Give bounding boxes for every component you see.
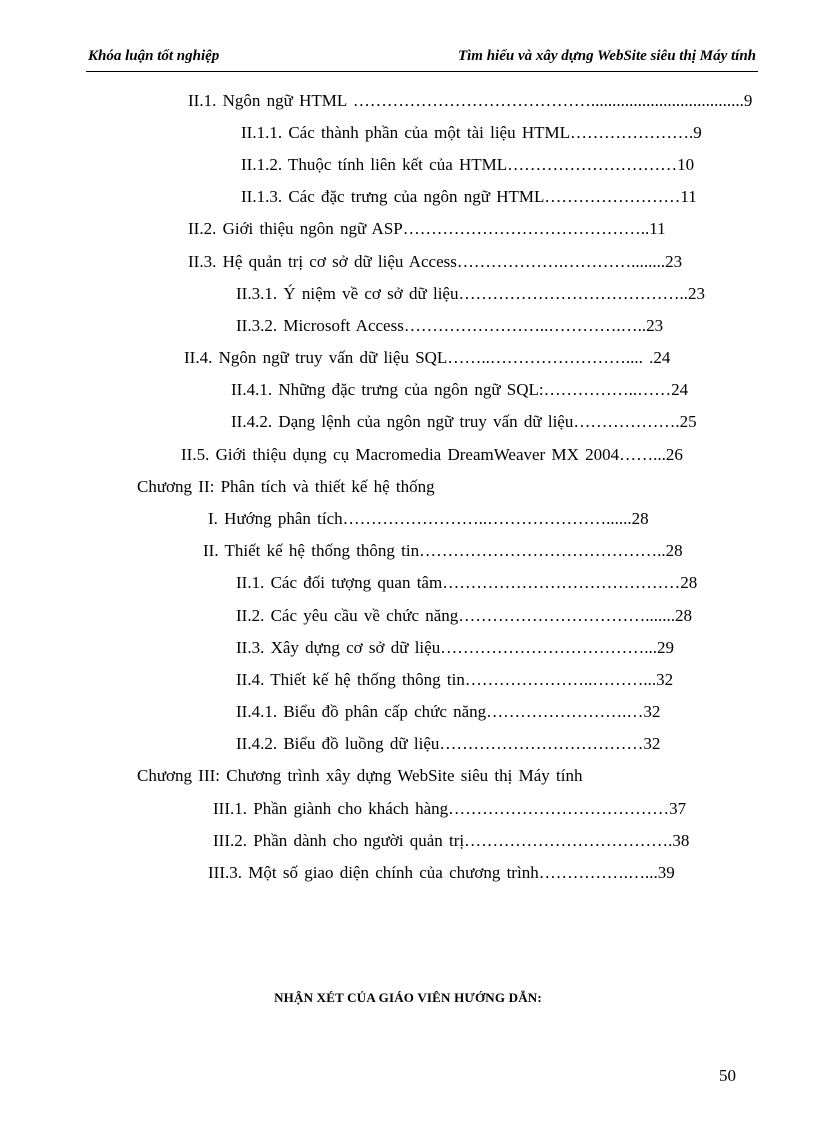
toc-entry: II.3. Xây dựng cơ sở dữ liệu………………………………...29 <box>236 638 674 657</box>
toc-chapter-heading: Chương II: Phân tích và thiết kế hệ thống <box>137 477 435 496</box>
toc-entry: II.4.2. Dạng lệnh của ngôn ngữ truy vấn dữ liệu……………….25 <box>231 412 697 431</box>
review-heading: NHẬN XÉT CỦA GIÁO VIÊN HƯỚNG DẪN: <box>274 990 542 1005</box>
header-rule <box>86 71 758 72</box>
toc-entry: II.1. Ngôn ngữ HTML ……………………………………....................................9 <box>188 91 753 110</box>
toc-entry: II.1.1. Các thành phần của một tài liệu HTML………………….9 <box>241 123 702 142</box>
header-right-title: Tìm hiểu và xây dựng WebSite siêu thị Máy tính <box>457 48 756 64</box>
toc-entry: II.4. Thiết kế hệ thống thông tin…………………..………...32 <box>236 670 674 689</box>
header-left-title: Khóa luận tốt nghiệp <box>88 48 220 64</box>
toc-entry: II.4.2. Biểu đồ luồng dữ liệu………………………………32 <box>236 734 661 753</box>
toc-chapter-heading: Chương III: Chương trình xây dựng WebSite siêu thị Máy tính <box>137 766 583 785</box>
page-number: 50 <box>719 1066 736 1085</box>
toc-entry: II.3.2. Microsoft Access……………………..………….…..23 <box>236 316 664 335</box>
toc-entry: III.2. Phần dành cho người quản trị……………………………….38 <box>213 831 690 850</box>
toc-entry: II.2. Giới thiệu ngôn ngữ ASP……………………………………..11 <box>188 219 666 238</box>
toc-entry: II.1.2. Thuộc tính liên kết của HTML…………………………10 <box>241 155 695 174</box>
toc-entry: II.1. Các đối tượng quan tâm……………………………………28 <box>236 573 698 592</box>
toc-entry: II.4.1. Những đặc trưng của ngôn ngữ SQL:……………..……24 <box>231 380 689 399</box>
toc-entry: II.5. Giới thiệu dụng cụ Macromedia DreamWeaver MX 2004……...26 <box>181 445 683 464</box>
toc-entry: II.4. Ngôn ngữ truy vấn dữ liệu SQL……..…………………….... .24 <box>184 348 671 367</box>
toc-entry: I. Hướng phân tích……………………..…………………......28 <box>208 509 649 528</box>
page-header <box>88 48 756 70</box>
toc-entry: II.3.1. Ý niệm về cơ sở dữ liệu…………………………………..23 <box>236 284 705 303</box>
toc-entry: III.1. Phần giành cho khách hàng…………………………………37 <box>213 799 687 818</box>
toc-entry: III.3. Một số giao diện chính của chương trình…………….…...39 <box>208 863 675 882</box>
toc-entry: II.4.1. Biểu đồ phân cấp chức năng…………………….…32 <box>236 702 661 721</box>
toc-entry: II.3. Hệ quản trị cơ sở dữ liệu Access……………….…………........23 <box>188 252 683 271</box>
toc-entry: II.2. Các yêu cầu về chức năng…………………………….......28 <box>236 606 693 625</box>
toc-entry: II. Thiết kế hệ thống thông tin……………………………………..28 <box>203 541 683 560</box>
toc-entry: II.1.3. Các đặc trưng của ngôn ngữ HTML……………………11 <box>241 187 697 206</box>
